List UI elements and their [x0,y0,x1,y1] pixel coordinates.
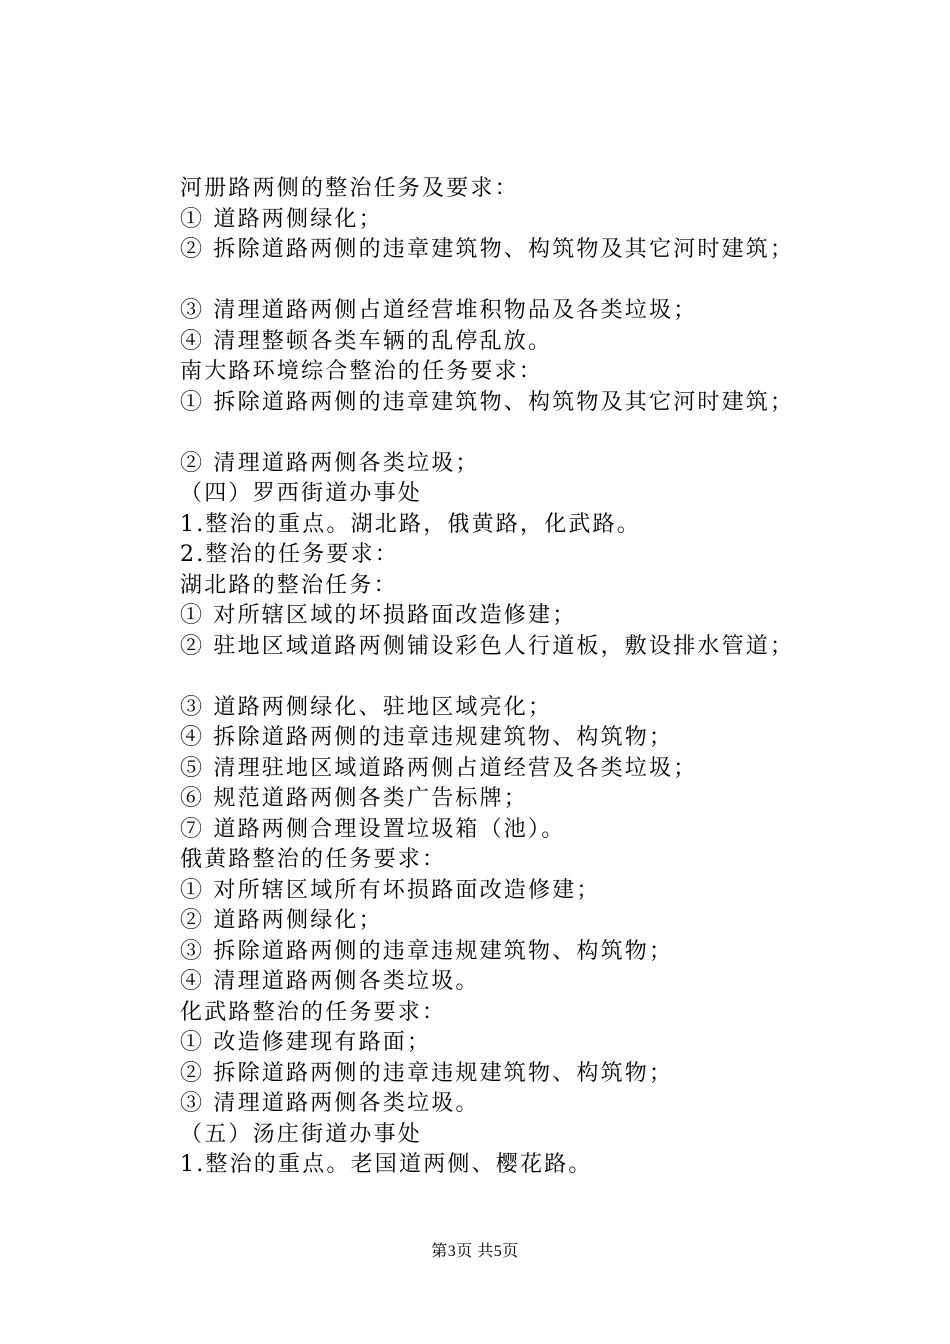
text-line: ② 驻地区域道路两侧铺设彩色人行道板，敷设排水管道； [180,633,795,659]
text-line: （四）罗西街道办事处 [180,481,423,506]
blank-line [180,418,840,449]
text-line: ② 道路两侧绿化； [180,908,383,933]
text-line: 南大路环境综合整治的任务要求： [180,359,544,384]
text-line: ④ 拆除道路两侧的违章违规建筑物、构筑物； [180,725,674,750]
text-line: ① 对所辖区域的坏损路面改造修建； [180,603,577,628]
page-footer: 第3页 共5页 [431,1243,519,1260]
text-line: ① 改造修建现有路面； [180,1030,432,1055]
text-line: 1.整治的重点。湖北路，俄黄路，化武路。 [180,511,641,537]
text-line: 化武路整治的任务要求： [180,999,447,1025]
text-line: ④ 清理整顿各类车辆的乱停乱放。 [180,328,553,354]
text-line: ② 拆除道路两侧的违章建筑物、构筑物及其它河时建筑； [180,237,795,262]
text-line: ③ 道路两侧绿化、驻地区域亮化； [180,694,553,720]
text-line: ① 拆除道路两侧的违章建筑物、构筑物及其它河时建筑； [180,389,795,415]
text-line: 湖北路的整治任务： [180,572,398,598]
blank-line [180,662,840,693]
text-line: ⑦ 道路两侧合理设置垃圾箱（池）。 [180,816,566,842]
text-line: ⑥ 规范道路两侧各类广告标牌； [180,786,528,811]
text-line: ⑤ 清理驻地区域道路两侧占道经营及各类垃圾； [180,755,698,781]
text-line: ③ 清理道路两侧各类垃圾。 [180,1091,480,1116]
text-line: 俄黄路整治的任务要求： [180,847,447,872]
text-line: ② 拆除道路两侧的违章违规建筑物、构筑物； [180,1060,674,1086]
text-line: ① 道路两侧绿化； [180,206,383,232]
text-line: ② 清理道路两侧各类垃圾； [180,450,480,476]
document-body [180,174,840,1181]
text-line: ① 对所辖区域所有坏损路面改造修建； [180,877,601,903]
blank-line [180,266,840,297]
text-line: 河册路两侧的整治任务及要求： [180,176,519,201]
text-line: ④ 清理道路两侧各类垃圾。 [180,969,480,994]
text-line: 1.整治的重点。老国道两侧、樱花路。 [180,1152,593,1177]
text-line: 2.整治的任务要求： [180,542,399,567]
text-line: ③ 拆除道路两侧的违章违规建筑物、构筑物； [180,938,674,964]
text-line: （五）汤庄街道办事处 [180,1121,423,1147]
text-line: ③ 清理道路两侧占道经营堆积物品及各类垃圾； [180,298,698,323]
